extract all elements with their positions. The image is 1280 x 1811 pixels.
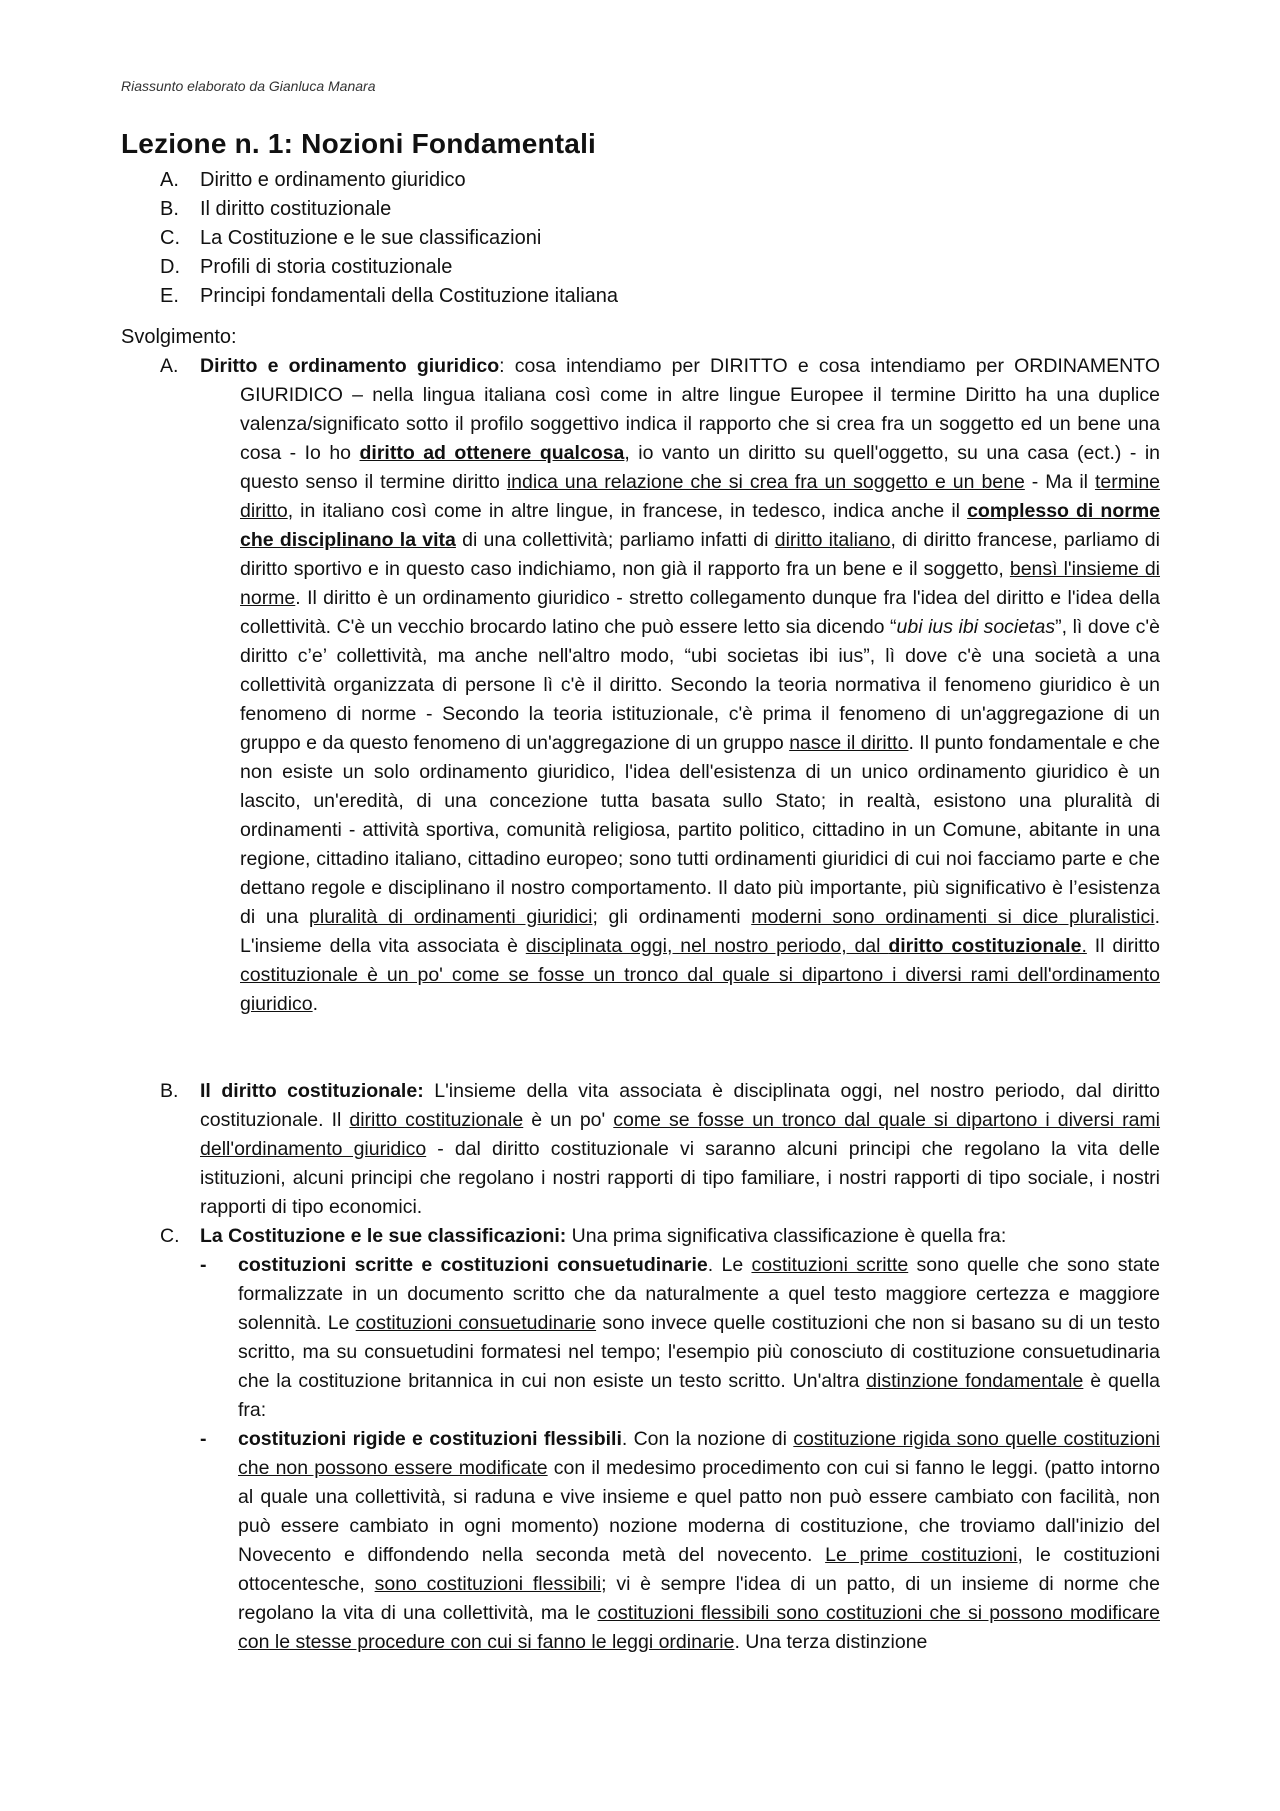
section-b-heading: Il diritto costituzionale:	[200, 1080, 424, 1102]
underlined-text: diritto italiano	[774, 529, 891, 551]
toc-letter: D.	[160, 256, 180, 278]
underlined-text: costituzioni consuetudinarie	[355, 1312, 597, 1334]
toc-text: Diritto e ordinamento giuridico	[200, 169, 466, 191]
toc-item	[160, 253, 618, 282]
emphasis-text: diritto ad ottenere qualcosa	[359, 442, 625, 464]
body-text: , in italiano così come in altre lingue, in francese, in tedesco, indica anche il	[287, 500, 968, 522]
body-text: di una collettività; parliamo infatti di	[455, 529, 775, 551]
table-of-contents	[160, 166, 618, 311]
body-text: sono invece quelle costituzioni che non si basano su di un testo scritto, ma su consuetudini formatesi nel tempo; l'esempio più conosciuto di costituzione consuetudinaria che la costituzione britannica in cui non esiste un testo scritto. Un'altra	[238, 1312, 1160, 1392]
toc-item	[160, 224, 618, 253]
section-a-heading: Diritto e ordinamento giuridico	[200, 355, 500, 377]
page-title: Lezione n. 1: Nozioni Fondamentali	[121, 128, 597, 159]
bullet-heading: costituzioni rigide e costituzioni flessibili	[238, 1428, 622, 1450]
underlined-text: costituzioni scritte	[751, 1254, 909, 1276]
body-text: con il medesimo procedimento con cui si fanno le leggi. (patto intorno al quale una collettività, si raduna e vive insieme e quel patto non può essere cambiato con facilità, non può essere cambiato in ogni momento) nozione moderna di costituzione, che troviamo dall'inizio del Novecento e diffondendo nella seconda metà del novecento.	[238, 1457, 1160, 1566]
toc-item	[160, 195, 618, 224]
toc-text: La Costituzione e le sue classificazioni	[200, 227, 542, 249]
body-text: , io vanto un diritto su quell'oggetto, su una casa (ect.) - in questo senso il termine diritto	[240, 442, 1160, 493]
emphasis-text: complesso di norme che disciplinano la vita	[240, 500, 1160, 551]
section-b	[160, 1077, 1160, 1222]
toc-item	[160, 166, 618, 195]
body-text: ; vi è sempre l'idea di un patto, di un insieme di norme che regolano la vita di una collettività, ma le	[238, 1573, 1160, 1624]
underlined-text: pluralità di ordinamenti giuridici	[309, 906, 593, 928]
body-text: - Ma il	[1024, 471, 1095, 493]
body-text: : cosa intendiamo per DIRITTO e cosa intendiamo per ORDINAMENTO GIURIDICO – nella lingua italiana così come in altre lingue Europee il termine Diritto ha una duplice valenza/significato sotto il profilo soggettivo indica il rapporto che si crea fra un soggetto ed un bene una cosa - Io ho	[240, 355, 1160, 464]
underlined-text: indica una relazione che si crea fra un soggetto e un bene	[506, 471, 1025, 493]
toc-text: Principi fondamentali della Costituzione italiana	[200, 285, 619, 307]
body-text: . L'insieme della vita associata è	[240, 906, 1160, 957]
body-text: . Le	[707, 1254, 752, 1276]
page-header: Riassunto elaborato da Gianluca Manara	[121, 78, 376, 94]
body-text: Una prima significativa classificazione è quella fra:	[566, 1225, 1007, 1247]
body-text: ; gli ordinamenti	[592, 906, 752, 928]
body-text: sono quelle che sono state formalizzate in un documento scritto che da naturalmente a quel testo maggiore certezza e maggiore solennità. Le	[238, 1254, 1160, 1334]
bullet-dash: -	[200, 1254, 207, 1276]
section-c	[160, 1222, 1160, 1251]
toc-item	[160, 282, 618, 311]
underlined-text: bensì l'insieme di norme	[240, 558, 1160, 609]
list-item	[200, 1251, 1160, 1425]
underlined-text: .	[1081, 935, 1087, 957]
toc-text: Il diritto costituzionale	[200, 198, 392, 220]
section-letter: A.	[160, 355, 179, 377]
underlined-text: moderni sono ordinamenti si dice pluralistici	[751, 906, 1155, 928]
body-text: ”, lì dove c'è diritto c’e’ collettività, ma anche nell'altro modo, “ubi societas ibi ius”, lì dove c'è una società a una collettività organizzata di persone lì c'è il diritto. Secondo la teoria normativa il fenomeno giuridico è un fenomeno di norme - Secondo la teoria istituzionale, c'è prima il fenomeno di un'aggregazione di un gruppo e da questo fenomeno di un'aggregazione di un gruppo	[240, 616, 1160, 754]
section-letter: B.	[160, 1080, 179, 1102]
section-a-text	[200, 352, 1160, 1019]
emphasis-text: diritto costituzionale	[888, 935, 1082, 957]
section-c-text	[200, 1222, 1160, 1251]
underlined-text: come se fosse un tronco dal quale si dipartono i diversi rami dell'ordinamento giuridico	[200, 1109, 1161, 1160]
list-item	[200, 1425, 1160, 1657]
body-text: - dal diritto costituzionale vi saranno alcuni principi che regolano la vita delle istituzioni, alcuni principi che regolano i nostri rapporti di tipo familiare, i nostri rapporti di tipo sociale, i nostri rapporti di tipo economici.	[200, 1138, 1160, 1218]
underlined-text: distinzione fondamentale	[866, 1370, 1084, 1392]
body-text: L'insieme della vita associata è disciplinata oggi, nel nostro periodo, dal diritto costituzionale. Il	[200, 1080, 1160, 1131]
body-text: Il diritto	[1086, 935, 1161, 957]
body-text: è quella fra:	[238, 1370, 1160, 1421]
body-text: . Con la nozione di	[621, 1428, 794, 1450]
body-text: . Il diritto è un ordinamento giuridico - stretto collegamento dunque fra l'idea del diritto e l'idea della collettività. C'è un vecchio brocardo latino che può essere letto sia dicendo “	[240, 587, 1160, 638]
toc-letter: A.	[160, 169, 179, 191]
toc-letter: C.	[160, 227, 180, 249]
bullet-dash: -	[200, 1428, 207, 1450]
underlined-text: Le prime costituzioni	[825, 1544, 1018, 1566]
svolgimento-label: Svolgimento:	[121, 326, 237, 348]
section-b-text	[200, 1077, 1160, 1222]
body-text: , le costituzioni ottocentesche,	[238, 1544, 1160, 1595]
bullet-heading: costituzioni scritte e costituzioni consuetudinarie	[238, 1254, 708, 1276]
underlined-text: nasce il diritto	[789, 732, 909, 754]
body-text: . Una terza distinzione	[734, 1631, 928, 1653]
section-a	[160, 352, 1160, 1019]
underlined-text: costituzione rigida sono quelle costituzioni che non possono essere modificate	[238, 1428, 1160, 1479]
underlined-text: costituzionale è un po' come se fosse un tronco dal quale si dipartono i diversi rami dell'ordinamento giuridico	[240, 964, 1160, 1015]
section-c-heading: La Costituzione e le sue classificazioni:	[200, 1225, 567, 1247]
toc-letter: B.	[160, 198, 179, 220]
body-text: è un po'	[523, 1109, 614, 1131]
underlined-text: disciplinata oggi, nel nostro periodo, dal	[525, 935, 889, 957]
toc-letter: E.	[160, 285, 179, 307]
underlined-text: sono costituzioni flessibili	[374, 1573, 602, 1595]
body-text: .	[312, 993, 319, 1015]
underlined-text: diritto costituzionale	[349, 1109, 524, 1131]
underlined-text: costituzioni flessibili sono costituzioni che si possono modificare con le stesse procedure con cui si fanno le leggi ordinarie	[238, 1602, 1160, 1653]
body-text: . Il punto fondamentale e che non esiste un solo ordinamento giuridico, l'idea dell'esistenza di un unico ordinamento giuridico è un lascito, un'eredità, di una concezione tutta basata sullo Stato; in realtà, esistono una pluralità di ordinamenti - attività sportiva, comunità religiosa, partito politico, cittadino in un Comune, abitante in una regione, cittadino italiano, cittadino europeo; sono tutti ordinamenti giuridici di cui noi facciamo parte e che dettano regole e disciplinano il nostro comportamento. Il dato più importante, più significativo è l’esistenza di una	[240, 732, 1161, 928]
toc-text: Profili di storia costituzionale	[200, 256, 453, 278]
italic-text: ubi ius ibi societas	[896, 616, 1056, 638]
underlined-text: termine diritto	[240, 471, 1161, 522]
body-text: , di diritto francese, parliamo di diritto sportivo e in questo caso indichiamo, non già il rapporto fra un bene e il soggetto,	[240, 529, 1160, 580]
section-letter: C.	[160, 1225, 180, 1247]
